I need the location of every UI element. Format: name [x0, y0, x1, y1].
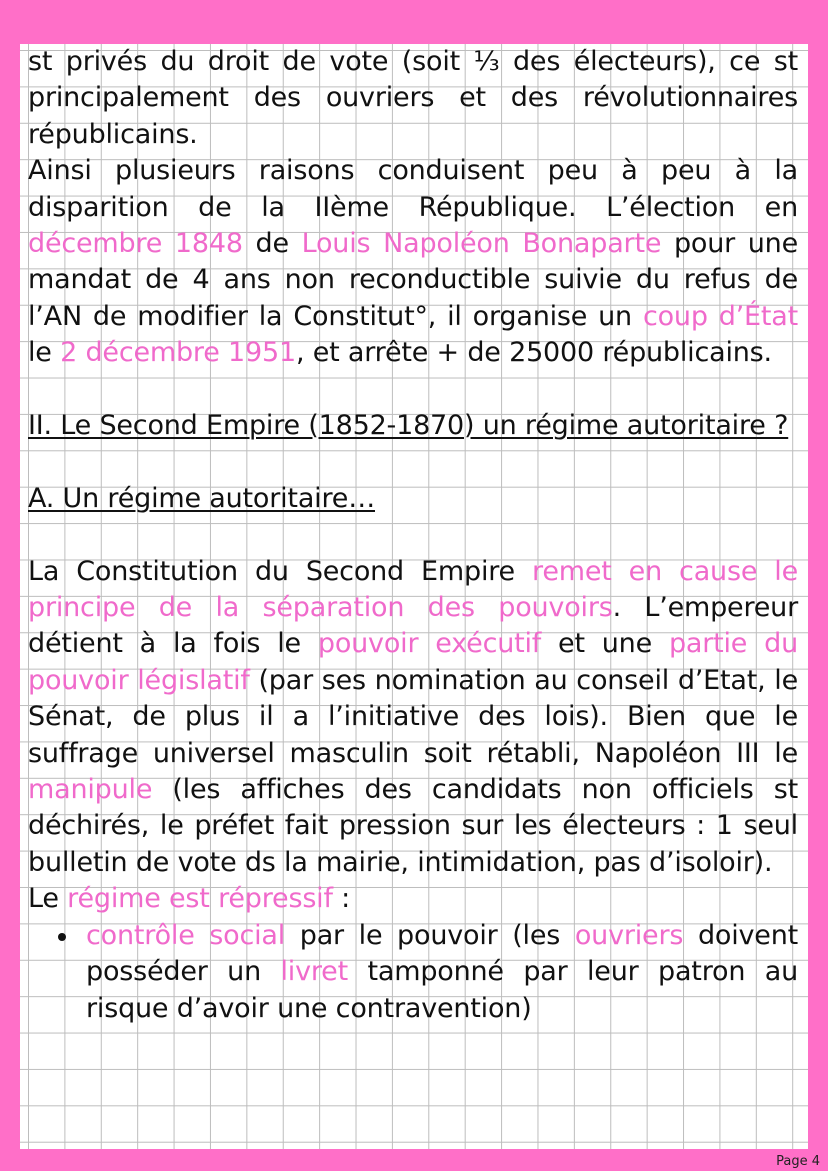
page-content	[28, 44, 798, 1027]
paragraph-intro	[28, 44, 798, 153]
highlight-term: pouvoir exécutif	[317, 628, 542, 660]
highlight-term: ouvriers	[574, 919, 684, 951]
text-run: tamponné par leur patron au risque d’avoir une contravention)	[86, 956, 798, 1024]
spacer	[28, 444, 798, 480]
highlight-term: manipule	[28, 774, 153, 806]
highlight-term: contrôle social	[86, 919, 286, 951]
text-run: (par ses nomination au conseil d’Etat, le Sénat, de plus il a l’initiative des lois). Bien que le suffrage universel masculin soit rétabli, Napoléon III le	[28, 664, 798, 769]
text-run: par le pouvoir (les	[285, 919, 575, 951]
text-run: . L’empereur détient à la fois le	[28, 592, 798, 660]
paragraph-constitution	[28, 554, 798, 882]
highlight-name: Louis Napoléon Bonaparte	[301, 228, 662, 260]
section-title: II. Le Second Empire (1852-1870) un régime autoritaire ?	[28, 410, 789, 442]
spacer	[28, 372, 798, 408]
highlight-term: régime est répressif	[67, 883, 333, 915]
text-run: pour une mandat de 4 ans non reconductible suivie du refus de l’AN de modifier la Constitut°, il organise un	[28, 228, 798, 332]
highlight-term: livret	[280, 956, 348, 988]
paragraph-text: st privés du droit de vote (soit ⅓ des électeurs), ce st principalement des ouvriers et des révolutionnaires républicains.	[28, 46, 798, 150]
list-item	[28, 918, 798, 1027]
text-run: Le	[28, 883, 68, 915]
text-run: , et arrête + de 25000 républicains.	[295, 337, 772, 369]
paragraph-second-republic-end	[28, 153, 798, 371]
highlight-date: 2 décembre 1951	[60, 337, 296, 369]
bullet-icon	[58, 933, 66, 941]
text-run: Ainsi plusieurs raisons conduisent peu à peu à la disparition de la IIème République. L’élection en	[28, 155, 798, 223]
text-run: doivent posséder un	[86, 919, 798, 988]
highlight-term: partie du pouvoir législatif	[28, 628, 798, 696]
highlight-term: remet en cause le principe de la séparation des pouvoirs	[28, 555, 798, 624]
highlight-date: décembre 1848	[28, 228, 243, 260]
text-run: et une	[541, 628, 669, 660]
spacer	[28, 517, 798, 553]
highlight-term: coup d’État	[642, 300, 799, 332]
text-run: (les affiches des candidats non officiels st déchirés, le préfet fait pression sur les électeurs : 1 seul bulletin de vote ds la mairie, intimidation, pas d’isoloir).	[28, 774, 798, 878]
text-run: de	[242, 228, 302, 260]
text-run: La Constitution du Second Empire	[28, 555, 533, 587]
notebook-page	[20, 44, 808, 1149]
paragraph-repressive	[28, 881, 798, 917]
text-run: :	[332, 883, 351, 915]
text-run: le	[28, 337, 61, 369]
page-number: Page 4	[776, 1154, 820, 1169]
subsection-title: A. Un régime autoritaire…	[28, 482, 375, 514]
bullet-list	[28, 918, 798, 1027]
